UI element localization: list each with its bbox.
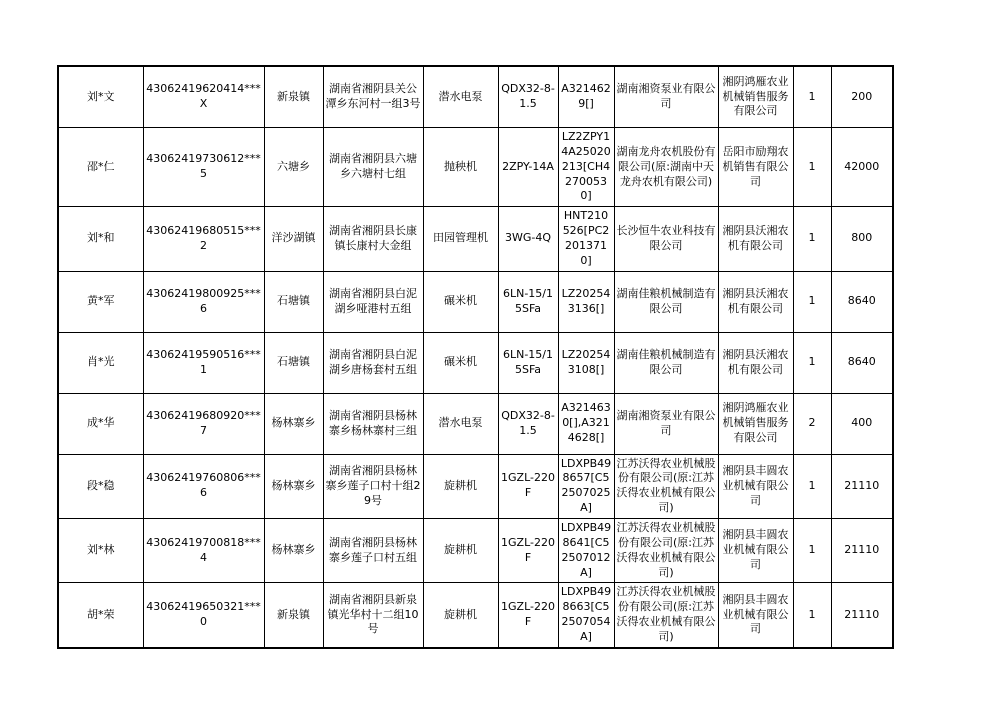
cell-manufacturer: 湖南湘资泵业有限公司 [614, 393, 718, 454]
cell-town: 杨林寨乡 [264, 518, 323, 582]
cell-id-number: 43062419800925***6 [143, 271, 264, 332]
cell-model: 6LN-15/15SFa [498, 271, 558, 332]
cell-address: 湖南省湘阴县杨林寨乡莲子口村五组 [323, 518, 423, 582]
table-row [58, 66, 893, 128]
cell-quantity: 1 [793, 271, 831, 332]
cell-quantity: 1 [793, 332, 831, 393]
cell-subsidy-amount: 200 [831, 66, 893, 128]
cell-serial-number: A3214630[],A3214628[] [558, 393, 614, 454]
cell-dealer: 湘阴鸿雁农业机械销售服务有限公司 [718, 66, 793, 128]
cell-machine-type: 碾米机 [423, 271, 498, 332]
cell-subsidy-amount: 21110 [831, 518, 893, 582]
cell-town: 六塘乡 [264, 128, 323, 207]
cell-farmer-name: 刘*和 [58, 207, 143, 271]
cell-model: 1GZL-220F [498, 583, 558, 648]
cell-town: 洋沙湖镇 [264, 207, 323, 271]
cell-farmer-name: 胡*荣 [58, 583, 143, 648]
cell-dealer: 岳阳市励翔农机销售有限公司 [718, 128, 793, 207]
cell-quantity: 1 [793, 583, 831, 648]
table-row [58, 207, 893, 271]
table-body [58, 66, 893, 648]
cell-machine-type: 田园管理机 [423, 207, 498, 271]
cell-farmer-name: 成*华 [58, 393, 143, 454]
cell-subsidy-amount: 8640 [831, 332, 893, 393]
cell-model: 6LN-15/15SFa [498, 332, 558, 393]
cell-manufacturer: 长沙恒牛农业科技有限公司 [614, 207, 718, 271]
cell-subsidy-amount: 800 [831, 207, 893, 271]
cell-quantity: 2 [793, 393, 831, 454]
cell-quantity: 1 [793, 454, 831, 518]
cell-dealer: 湘阴县丰圆农业机械有限公司 [718, 583, 793, 648]
cell-dealer: 湘阴县丰圆农业机械有限公司 [718, 454, 793, 518]
cell-quantity: 1 [793, 518, 831, 582]
cell-subsidy-amount: 21110 [831, 454, 893, 518]
table-row [58, 454, 893, 518]
cell-machine-type: 碾米机 [423, 332, 498, 393]
cell-address: 湖南省湘阴县六塘乡六塘村七组 [323, 128, 423, 207]
cell-manufacturer: 湖南湘资泵业有限公司 [614, 66, 718, 128]
cell-serial-number: LZ2ZPY14A25020213[CH42700530] [558, 128, 614, 207]
cell-dealer: 湘阴县丰圆农业机械有限公司 [718, 518, 793, 582]
cell-dealer: 湘阴县沃湘农机有限公司 [718, 271, 793, 332]
table-row [58, 518, 893, 582]
cell-manufacturer: 湖南佳粮机械制造有限公司 [614, 332, 718, 393]
cell-id-number: 43062419590516***1 [143, 332, 264, 393]
cell-machine-type: 潜水电泵 [423, 66, 498, 128]
cell-id-number: 43062419730612***5 [143, 128, 264, 207]
cell-town: 杨林寨乡 [264, 454, 323, 518]
table-row [58, 583, 893, 648]
cell-manufacturer: 湖南佳粮机械制造有限公司 [614, 271, 718, 332]
cell-machine-type: 抛秧机 [423, 128, 498, 207]
cell-serial-number: LDXPB498657[C52507025A] [558, 454, 614, 518]
cell-serial-number: LZ202543108[] [558, 332, 614, 393]
cell-id-number: 43062419760806***6 [143, 454, 264, 518]
cell-town: 新泉镇 [264, 583, 323, 648]
cell-farmer-name: 邵*仁 [58, 128, 143, 207]
cell-manufacturer: 江苏沃得农业机械股份有限公司(原:江苏沃得农业机械有限公司) [614, 518, 718, 582]
cell-model: QDX32-8-1.5 [498, 66, 558, 128]
cell-id-number: 43062419620414***X [143, 66, 264, 128]
cell-address: 湖南省湘阴县新泉镇光华村十二组10号 [323, 583, 423, 648]
cell-model: 3WG-4Q [498, 207, 558, 271]
cell-subsidy-amount: 8640 [831, 271, 893, 332]
cell-town: 石塘镇 [264, 332, 323, 393]
cell-manufacturer: 江苏沃得农业机械股份有限公司(原:江苏沃得农业机械有限公司) [614, 454, 718, 518]
table-row [58, 393, 893, 454]
cell-quantity: 1 [793, 128, 831, 207]
cell-machine-type: 旋耕机 [423, 454, 498, 518]
cell-subsidy-amount: 400 [831, 393, 893, 454]
cell-model: 1GZL-220F [498, 518, 558, 582]
cell-town: 石塘镇 [264, 271, 323, 332]
cell-farmer-name: 刘*林 [58, 518, 143, 582]
cell-town: 杨林寨乡 [264, 393, 323, 454]
table-row [58, 128, 893, 207]
cell-serial-number: LZ202543136[] [558, 271, 614, 332]
cell-manufacturer: 湖南龙舟农机股份有限公司(原:湖南中天龙舟农机有限公司) [614, 128, 718, 207]
cell-dealer: 湘阴县沃湘农机有限公司 [718, 207, 793, 271]
cell-dealer: 湘阴鸿雁农业机械销售服务有限公司 [718, 393, 793, 454]
cell-serial-number: LDXPB498663[C52507054A] [558, 583, 614, 648]
cell-machine-type: 旋耕机 [423, 518, 498, 582]
cell-dealer: 湘阴县沃湘农机有限公司 [718, 332, 793, 393]
cell-address: 湖南省湘阴县关公潭乡东河村一组3号 [323, 66, 423, 128]
cell-farmer-name: 黄*军 [58, 271, 143, 332]
cell-id-number: 43062419680515***2 [143, 207, 264, 271]
cell-machine-type: 潜水电泵 [423, 393, 498, 454]
cell-id-number: 43062419680920***7 [143, 393, 264, 454]
cell-serial-number: A3214629[] [558, 66, 614, 128]
cell-address: 湖南省湘阴县白泥湖乡唐杨套村五组 [323, 332, 423, 393]
cell-subsidy-amount: 21110 [831, 583, 893, 648]
table-row [58, 271, 893, 332]
cell-model: 1GZL-220F [498, 454, 558, 518]
cell-address: 湖南省湘阴县白泥湖乡哑港村五组 [323, 271, 423, 332]
cell-serial-number: HNT210526[PC22013710] [558, 207, 614, 271]
cell-address: 湖南省湘阴县杨林寨乡杨林寨村三组 [323, 393, 423, 454]
cell-farmer-name: 段*稳 [58, 454, 143, 518]
cell-model: QDX32-8-1.5 [498, 393, 558, 454]
cell-id-number: 43062419650321***0 [143, 583, 264, 648]
cell-serial-number: LDXPB498641[C52507012A] [558, 518, 614, 582]
cell-address: 湖南省湘阴县杨林寨乡莲子口村十组29号 [323, 454, 423, 518]
cell-subsidy-amount: 42000 [831, 128, 893, 207]
cell-id-number: 43062419700818***4 [143, 518, 264, 582]
machinery-subsidy-table [57, 65, 894, 649]
cell-farmer-name: 刘*文 [58, 66, 143, 128]
cell-machine-type: 旋耕机 [423, 583, 498, 648]
cell-farmer-name: 肖*光 [58, 332, 143, 393]
table-row [58, 332, 893, 393]
cell-manufacturer: 江苏沃得农业机械股份有限公司(原:江苏沃得农业机械有限公司) [614, 583, 718, 648]
cell-town: 新泉镇 [264, 66, 323, 128]
cell-quantity: 1 [793, 207, 831, 271]
cell-quantity: 1 [793, 66, 831, 128]
cell-model: 2ZPY-14A [498, 128, 558, 207]
cell-address: 湖南省湘阴县长康镇长康村大金组 [323, 207, 423, 271]
